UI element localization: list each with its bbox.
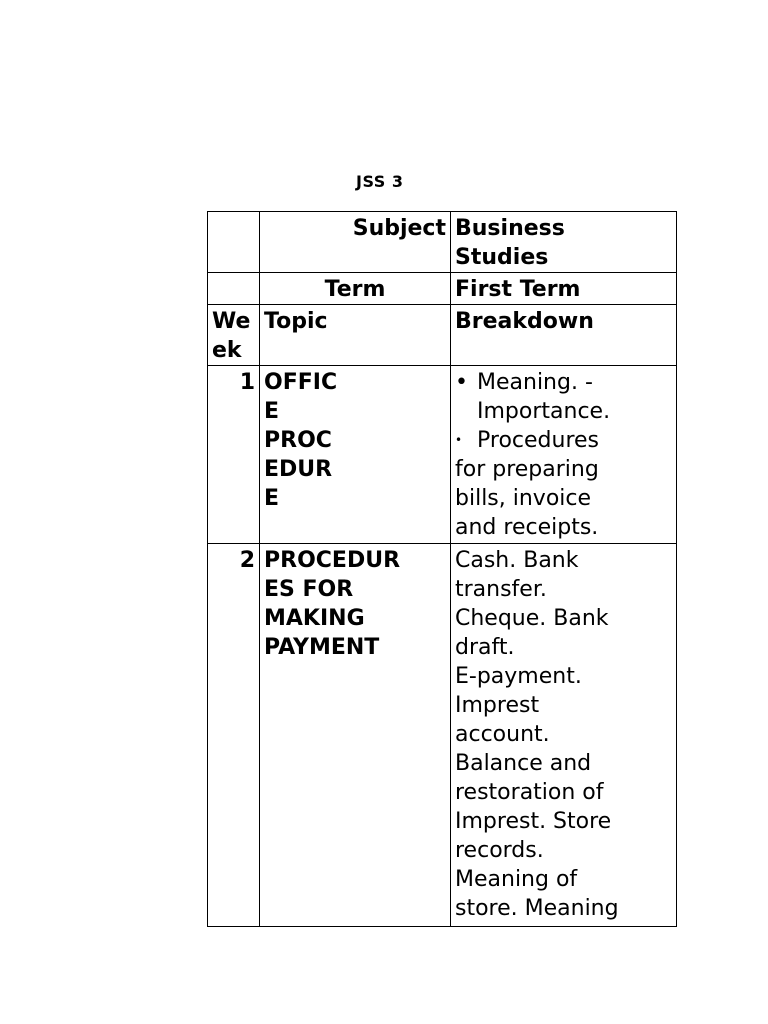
topic-line: PROC	[264, 428, 332, 453]
bullet-text-line: Meaning. -	[477, 370, 593, 395]
column-header-row	[208, 305, 677, 366]
topic-line: MAKING	[264, 606, 365, 631]
topic-line: PROCEDUR	[264, 548, 401, 573]
subject-row	[208, 212, 677, 273]
breakdown-line: Balance and	[455, 751, 592, 776]
breakdown-line: draft.	[455, 635, 515, 660]
week-header-line: We	[212, 309, 251, 334]
topic-line: EDUR	[264, 457, 333, 482]
breakdown-line: Imprest. Store	[455, 809, 612, 834]
week-number: 1	[208, 366, 260, 544]
breakdown-line: E-payment.	[455, 664, 582, 689]
bullet-item	[455, 426, 672, 455]
week-column-header	[208, 305, 260, 366]
breakdown-line: for preparing	[455, 457, 599, 482]
week-row-1	[208, 366, 677, 544]
bullet-item	[455, 368, 672, 426]
breakdown-line: store. Meaning	[455, 896, 619, 921]
term-row	[208, 273, 677, 305]
subject-value	[451, 212, 677, 273]
class-label: JSS 3	[356, 172, 404, 191]
week-row-2	[208, 544, 677, 927]
week-topic	[260, 366, 451, 544]
week-number: 2	[208, 544, 260, 927]
breakdown-line: Meaning of	[455, 867, 578, 892]
topic-line: E	[264, 486, 280, 511]
bullet-text-line: Procedures	[477, 428, 599, 453]
breakdown-line: Cheque. Bank	[455, 606, 609, 631]
subject-value-line: Studies	[455, 245, 549, 270]
week-header-line: ek	[212, 338, 242, 363]
breakdown-column-header: Breakdown	[451, 305, 677, 366]
breakdown-line: transfer.	[455, 577, 547, 602]
term-label: Term	[260, 273, 451, 305]
topic-line: OFFIC	[264, 370, 338, 395]
bullet-icon: •	[455, 370, 468, 395]
subject-week-cell	[208, 212, 260, 273]
breakdown-line: Imprest	[455, 693, 540, 718]
term-week-cell	[208, 273, 260, 305]
topic-column-header: Topic	[260, 305, 451, 366]
topic-line: E	[264, 399, 280, 424]
bullet-text	[477, 368, 610, 426]
scheme-of-work-table	[207, 211, 677, 927]
bullet-icon: •	[455, 433, 463, 447]
term-value: First Term	[451, 273, 677, 305]
bullet-text-line: Importance.	[477, 399, 611, 424]
breakdown-line: restoration of	[455, 780, 604, 805]
subject-label: Subject	[260, 212, 451, 273]
week-breakdown	[451, 366, 677, 544]
topic-line: PAYMENT	[264, 635, 380, 660]
breakdown-line: Cash. Bank	[455, 548, 579, 573]
breakdown-line: bills, invoice	[455, 486, 592, 511]
week-breakdown	[451, 544, 677, 927]
breakdown-line: account.	[455, 722, 550, 747]
week-topic	[260, 544, 451, 927]
topic-line: ES FOR	[264, 577, 354, 602]
subject-value-line: Business	[455, 216, 565, 241]
breakdown-line: records.	[455, 838, 544, 863]
breakdown-line: and receipts.	[455, 515, 599, 540]
